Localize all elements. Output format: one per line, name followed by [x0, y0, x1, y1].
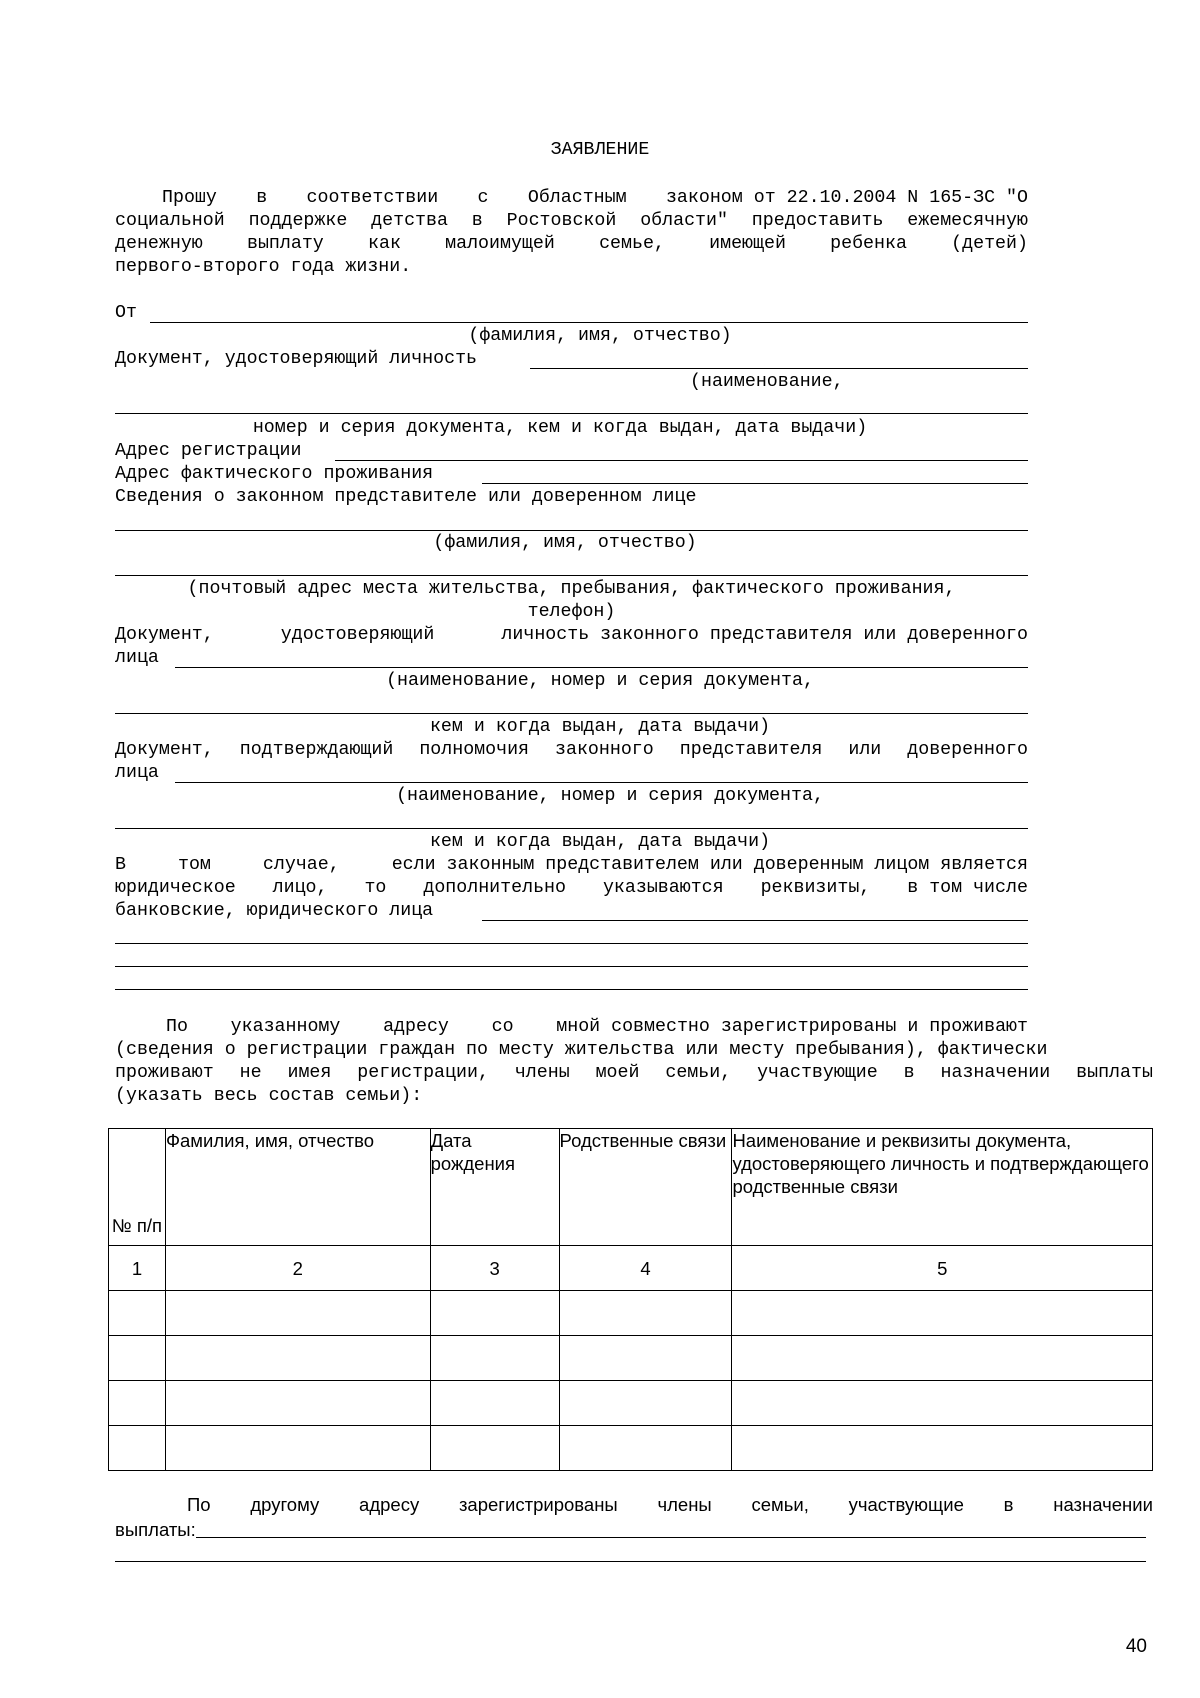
- reg-addr-label: Адрес регистрации: [115, 441, 302, 461]
- rep-id-word: личность законного представителя или доверенного: [501, 625, 1028, 645]
- rep-addr-field[interactable]: [115, 575, 1028, 576]
- legal-word: лицо,: [272, 878, 328, 898]
- from-label: От: [115, 303, 137, 323]
- legal-word: реквизиты,: [760, 878, 871, 898]
- intro-word: выплату: [246, 234, 324, 254]
- rep-auth-line-2: лица: [115, 763, 159, 783]
- table-cell[interactable]: [165, 1426, 430, 1471]
- intro-word: семье,: [599, 234, 665, 254]
- header-relation: Родственные связи: [559, 1129, 732, 1246]
- id-doc-caption-1: (наименование,: [690, 372, 844, 392]
- intro-word: ежемесячную: [907, 211, 1028, 231]
- cohab-word: семьи,: [665, 1063, 732, 1083]
- fio-caption: (фамилия, имя, отчество): [468, 326, 732, 346]
- cohab-word: не: [239, 1063, 262, 1083]
- rep-id-line-1: [115, 624, 1028, 647]
- rep-addr-caption-2: телефон): [527, 602, 616, 622]
- table-cell[interactable]: [430, 1336, 559, 1381]
- intro-word: законом от 22.10.2004 N 165-ЗС "О: [665, 188, 1028, 208]
- table-cell[interactable]: [732, 1291, 1153, 1336]
- cohab-word: указанному: [230, 1017, 341, 1037]
- other-addr-field-2[interactable]: [115, 1561, 1146, 1562]
- table-header-row: [109, 1129, 1153, 1246]
- intro-word: области": [640, 211, 728, 231]
- cohab-line-3: [115, 1062, 1153, 1085]
- cohab-word: регистрации,: [357, 1063, 489, 1083]
- reg-addr-field[interactable]: [335, 460, 1028, 461]
- table-cell[interactable]: [430, 1381, 559, 1426]
- legal-line-2: [115, 877, 1028, 900]
- table-cell[interactable]: [732, 1381, 1153, 1426]
- table-cell[interactable]: [165, 1291, 430, 1336]
- header-number: № п/п: [109, 1129, 166, 1246]
- rep-auth-word: представителя: [679, 740, 823, 760]
- rep-auth-word: полномочия: [419, 740, 530, 760]
- legal-word: дополнительно: [423, 878, 566, 898]
- other-addr-word: члены: [657, 1494, 712, 1515]
- legal-word: случае,: [262, 855, 340, 875]
- from-field[interactable]: [150, 322, 1028, 323]
- other-addr-line-2: выплаты:: [115, 1519, 196, 1540]
- intro-word: соответствии: [306, 188, 439, 208]
- legal-word: если законным представителем или доверенным лицом является: [391, 855, 1028, 875]
- table-cell[interactable]: [109, 1291, 166, 1336]
- table-cell[interactable]: [559, 1426, 732, 1471]
- intro-line-4: первого-второго года жизни.: [115, 257, 412, 277]
- table-cell[interactable]: [430, 1426, 559, 1471]
- rep-id-word: удостоверяющий: [280, 625, 435, 645]
- rep-id-line-2: лица: [115, 648, 159, 668]
- cohab-line-4: (указать весь состав семьи):: [115, 1086, 423, 1106]
- other-addr-word: участвующие: [848, 1494, 964, 1515]
- table-row[interactable]: [109, 1336, 1153, 1381]
- other-addr-field-1[interactable]: [196, 1537, 1146, 1538]
- table-cell[interactable]: [165, 1336, 430, 1381]
- intro-line-1: [115, 187, 1028, 210]
- legal-word: юридическое: [115, 878, 236, 898]
- legal-field-2[interactable]: [115, 943, 1028, 944]
- table-cell[interactable]: [109, 1381, 166, 1426]
- table-cell[interactable]: [109, 1336, 166, 1381]
- page-number: 40: [1125, 1636, 1147, 1657]
- intro-word: в: [256, 188, 268, 208]
- legal-word: В: [115, 855, 126, 875]
- other-addr-word: другому: [250, 1494, 320, 1515]
- cohab-word: мной совместно зарегистрированы и проживают: [556, 1017, 1028, 1037]
- col-index: 3: [430, 1246, 559, 1291]
- legal-field-3[interactable]: [115, 966, 1028, 967]
- id-doc-field[interactable]: [530, 368, 1028, 369]
- intro-word: (детей): [951, 234, 1028, 254]
- rep-auth-word: доверенного: [907, 740, 1028, 760]
- other-addr-word: По: [187, 1494, 211, 1515]
- rep-auth-word: Документ,: [115, 740, 214, 760]
- rep-auth-word: законного: [555, 740, 654, 760]
- header-document: Наименование и реквизиты документа, удостоверяющего личность и подтверждающего родственные связи: [732, 1129, 1153, 1246]
- table-row[interactable]: [109, 1291, 1153, 1336]
- rep-id-caption-1: (наименование, номер и серия документа,: [386, 671, 814, 691]
- col-index: 4: [559, 1246, 732, 1291]
- rep-fio-caption: (фамилия, имя, отчество): [433, 533, 697, 553]
- legal-line-1: [115, 854, 1028, 877]
- cohab-word: моей: [595, 1063, 640, 1083]
- intro-word: малоимущей: [445, 234, 555, 254]
- legal-field-1[interactable]: [482, 920, 1028, 921]
- header-birthdate: Дата рождения: [430, 1129, 559, 1246]
- intro-word: социальной: [115, 211, 225, 231]
- other-addr-word: в: [1003, 1494, 1014, 1515]
- cohab-word: По: [166, 1017, 188, 1037]
- rep-id-field-2[interactable]: [115, 713, 1028, 714]
- rep-auth-line-1: [115, 739, 1028, 762]
- legal-word: то: [364, 878, 387, 898]
- cohab-word: имея: [287, 1063, 332, 1083]
- table-row[interactable]: [109, 1381, 1153, 1426]
- table-cell[interactable]: [559, 1381, 732, 1426]
- legal-word: указываются: [602, 878, 724, 898]
- legal-word: в том числе: [907, 878, 1028, 898]
- cohab-word: проживают: [115, 1063, 214, 1083]
- intro-word: как: [368, 234, 401, 254]
- cohab-word: члены: [514, 1063, 570, 1083]
- legal-field-4[interactable]: [115, 989, 1028, 990]
- legal-word: том: [177, 855, 211, 875]
- header-fio: Фамилия, имя, отчество: [165, 1129, 430, 1246]
- intro-word: Ростовской: [506, 211, 617, 231]
- table-cell[interactable]: [732, 1426, 1153, 1471]
- cohab-word: участвующие: [757, 1063, 878, 1083]
- cohab-word: выплаты: [1076, 1063, 1153, 1083]
- rep-auth-caption-1: (наименование, номер и серия документа,: [396, 786, 824, 806]
- other-addr-word: адресу: [359, 1494, 420, 1515]
- table-cell[interactable]: [559, 1291, 732, 1336]
- intro-word: имеющей: [709, 234, 786, 254]
- col-index: 2: [165, 1246, 430, 1291]
- rep-auth-word: подтверждающий: [239, 740, 394, 760]
- cohab-word: назначении: [940, 1063, 1051, 1083]
- document-title: ЗАЯВЛЕНИЕ: [550, 140, 650, 160]
- intro-word: Прошу: [162, 188, 217, 208]
- intro-word: в: [471, 211, 483, 231]
- table-row[interactable]: [109, 1426, 1153, 1471]
- rep-fio-field[interactable]: [115, 530, 1028, 531]
- col-index: 1: [109, 1246, 166, 1291]
- intro-word: детства: [371, 211, 448, 231]
- cohab-line-2: (сведения о регистрации граждан по месту жительства или месту пребывания), фактически: [115, 1040, 1048, 1060]
- intro-word: поддержке: [248, 211, 348, 231]
- table-cell[interactable]: [109, 1426, 166, 1471]
- rep-id-caption-2: кем и когда выдан, дата выдачи): [429, 717, 771, 737]
- intro-line-3: [115, 233, 1028, 256]
- intro-word: ребенка: [830, 234, 907, 254]
- rep-id-word: Документ,: [115, 625, 214, 645]
- intro-word: Областным: [527, 188, 627, 208]
- cohab-word: в: [903, 1063, 915, 1083]
- id-doc-caption-2: номер и серия документа, кем и когда выдан, дата выдачи): [252, 418, 868, 438]
- intro-word: с: [477, 188, 489, 208]
- other-addr-line-1: [187, 1493, 1153, 1516]
- table-cell[interactable]: [732, 1336, 1153, 1381]
- rep-auth-caption-2: кем и когда выдан, дата выдачи): [429, 832, 771, 852]
- rep-auth-word: или: [848, 740, 882, 760]
- intro-word: денежную: [115, 234, 203, 254]
- id-doc-field-2[interactable]: [115, 413, 1028, 414]
- cohab-word: со: [491, 1017, 514, 1037]
- rep-auth-field[interactable]: [175, 782, 1028, 783]
- cohab-line-1: [115, 1016, 1028, 1039]
- other-addr-word: семьи,: [751, 1494, 809, 1515]
- legal-line-3: банковские, юридического лица: [115, 901, 434, 921]
- family-members-table: [108, 1128, 1153, 1471]
- fact-addr-field[interactable]: [482, 483, 1028, 484]
- table-index-row: [109, 1246, 1153, 1291]
- intro-word: предоставить: [751, 211, 884, 231]
- intro-line-2: [115, 210, 1028, 233]
- rep-label: Сведения о законном представителе или доверенном лице: [115, 487, 697, 507]
- other-addr-word: зарегистрированы: [458, 1494, 618, 1515]
- table-cell[interactable]: [165, 1381, 430, 1426]
- table-cell[interactable]: [430, 1291, 559, 1336]
- fact-addr-label: Адрес фактического проживания: [115, 464, 434, 484]
- id-doc-label: Документ, удостоверяющий личность: [115, 349, 478, 369]
- rep-addr-caption-1: (почтовый адрес места жительства, пребывания, фактического проживания,: [187, 579, 956, 599]
- rep-id-field[interactable]: [175, 667, 1028, 668]
- rep-auth-field-2[interactable]: [115, 828, 1028, 829]
- table-cell[interactable]: [559, 1336, 732, 1381]
- col-index: 5: [732, 1246, 1153, 1291]
- other-addr-word: назначении: [1053, 1494, 1153, 1515]
- cohab-word: адресу: [383, 1017, 449, 1037]
